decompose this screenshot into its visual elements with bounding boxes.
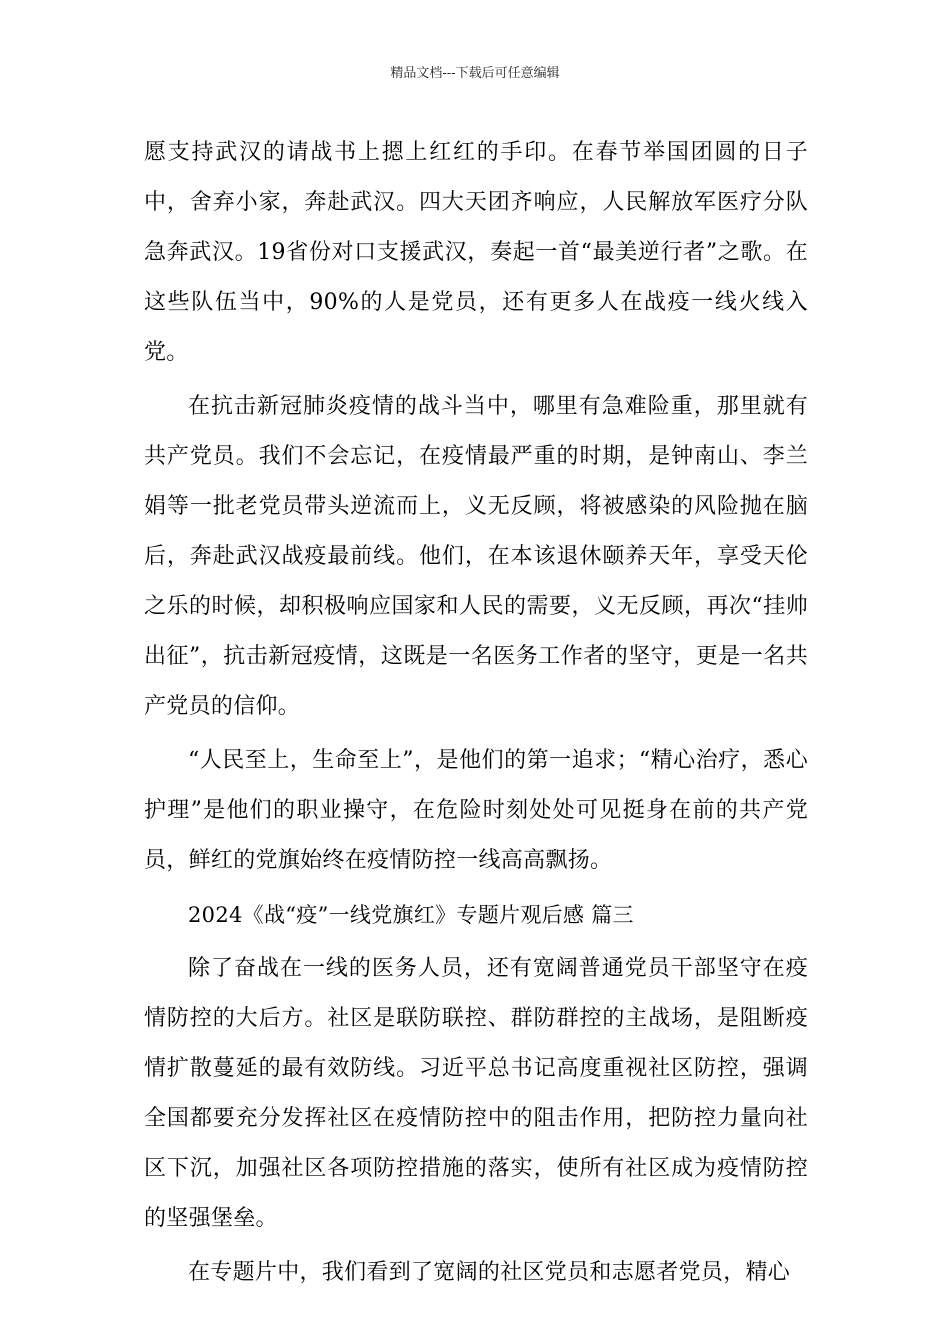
paragraph-3: “人民至上，生命至上”，是他们的第一追求；“精心治疗，悉心护理”是他们的职业操守，在危险时刻处处可见挺身在前的共产党员，鲜红的党旗始终在疫情防控一线高高飘扬。 bbox=[144, 748, 808, 873]
page-header: 精品文档---下载后可任意编辑 bbox=[390, 66, 560, 81]
paragraph-1: 愿支持武汉的请战书上摁上红红的手印。在春节举国团圆的日子中，舍弃小家，奔赴武汉。四大天团齐响应，人民解放军医疗分队急奔武汉。19省份对口支援武汉，奏起一首“最美逆行者”之歌。在这些队伍当中，90%的人是党员，还有更多人在战疫一线火线入党。 bbox=[144, 140, 808, 365]
document-body bbox=[144, 128, 808, 1302]
paragraph-4: 除了奋战在一线的医务人员，还有宽阔普通党员干部坚守在疫情防控的大后方。社区是联防联控、群防群控的主战场，是阻断疫情扩散蔓延的最有效防线。习近平总书记高度重视社区防控，强调全国都要充分发挥社区在疫情防控中的阻击作用，把防控力量向社区下沉，加强社区各项防控措施的落实，使所有社区成为疫情防控的坚强堡垒。 bbox=[144, 956, 808, 1231]
section-heading: 2024《战“疫”一线党旗红》专题片观后感 篇三 bbox=[188, 903, 634, 927]
paragraph-2: 在抗击新冠肺炎疫情的战斗当中，哪里有急难险重，那里就有共产党员。我们不会忘记，在疫情最严重的时期，是钟南山、李兰娟等一批老党员带头逆流而上，义无反顾，将被感染的风险抛在脑后，奔赴武汉战疫最前线。他们，在本该退休颐养天年，享受天伦之乐的时候，却积极响应国家和人民的需要，义无反顾，再次“挂帅出征”，抗击新冠疫情，这既是一名医务工作者的坚守，更是一名共产党员的信仰。 bbox=[144, 394, 808, 719]
paragraph-5: 在专题片中，我们看到了宽阔的社区党员和志愿者党员，精心 bbox=[188, 1260, 791, 1285]
